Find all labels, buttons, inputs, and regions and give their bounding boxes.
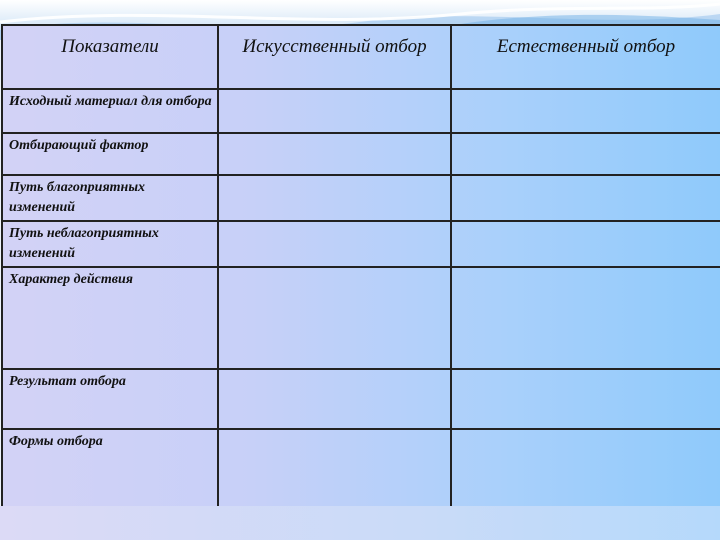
row-label: Отбирающий фактор (2, 133, 218, 175)
cell-natural[interactable] (451, 175, 720, 221)
cell-artificial[interactable] (218, 221, 451, 267)
row-label: Формы отбора (2, 429, 218, 507)
cell-artificial[interactable] (218, 175, 451, 221)
row-label: Путь благоприятных изменений (2, 175, 218, 221)
row-label: Путь неблагоприятных изменений (2, 221, 218, 267)
cell-artificial[interactable] (218, 429, 451, 507)
cell-artificial[interactable] (218, 133, 451, 175)
bottom-background (0, 506, 720, 540)
row-label: Результат отбора (2, 369, 218, 429)
row-label: Исходный материал для отбора (2, 89, 218, 133)
cell-natural[interactable] (451, 369, 720, 429)
table-row (2, 175, 720, 221)
header-artificial-selection: Искусственный отбор (218, 25, 451, 89)
row-label: Характер действия (2, 267, 218, 369)
cell-natural[interactable] (451, 133, 720, 175)
table-row (2, 267, 720, 369)
comparison-table (1, 24, 720, 508)
cell-natural[interactable] (451, 429, 720, 507)
comparison-table-container (1, 24, 720, 506)
cell-natural[interactable] (451, 267, 720, 369)
header-natural-selection: Естественный отбор (451, 25, 720, 89)
cell-natural[interactable] (451, 221, 720, 267)
table-row (2, 221, 720, 267)
cell-artificial[interactable] (218, 89, 451, 133)
table-row (2, 133, 720, 175)
table-row (2, 89, 720, 133)
table-row (2, 429, 720, 507)
cell-artificial[interactable] (218, 369, 451, 429)
cell-artificial[interactable] (218, 267, 451, 369)
header-row (2, 25, 720, 89)
cell-natural[interactable] (451, 89, 720, 133)
header-indicators: Показатели (2, 25, 218, 89)
table-row (2, 369, 720, 429)
